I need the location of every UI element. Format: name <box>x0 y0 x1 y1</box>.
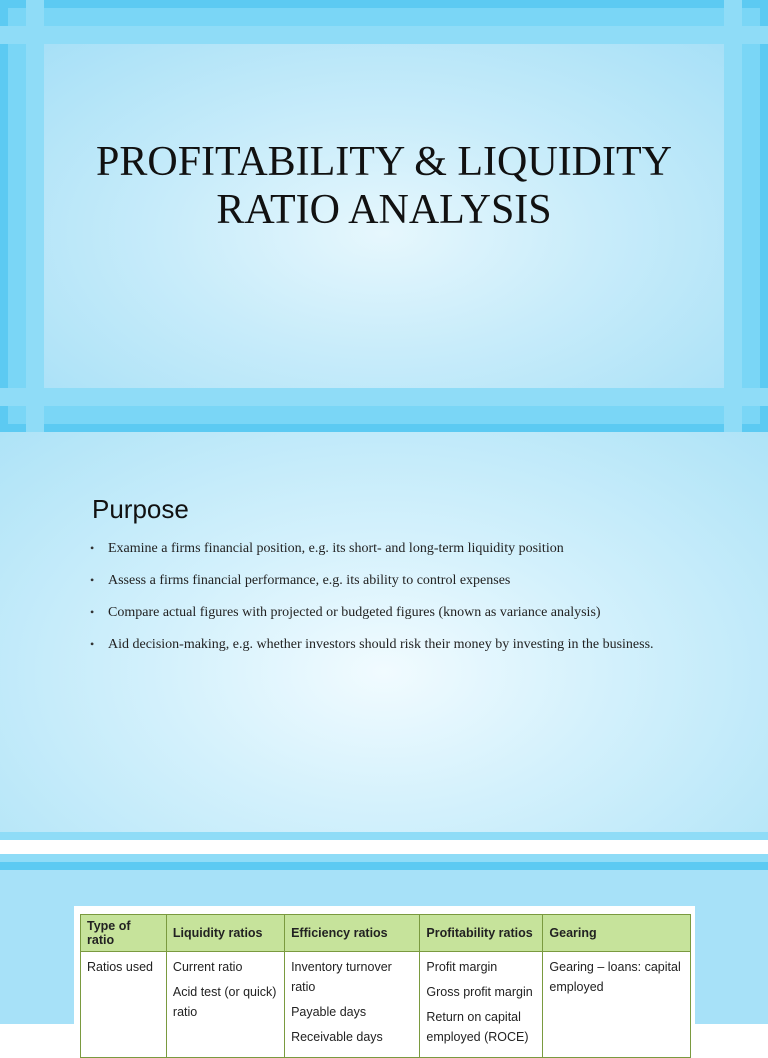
header-gearing: Gearing <box>543 915 691 952</box>
table-cell-item: Receivable days <box>291 1030 383 1044</box>
title-line-2: RATIO ANALYSIS <box>216 187 552 233</box>
bullet-text: Assess a firms financial performance, e.g. its ability to control expenses <box>108 573 511 588</box>
frame-band-bottom <box>0 388 768 406</box>
bullet-text: Aid decision-making, e.g. whether investors should risk their money by investing in the business. <box>108 637 654 652</box>
table-cell-item: Current ratio <box>172 960 243 974</box>
table-cell-item: Payable days <box>291 1005 367 1019</box>
ratio-types-table <box>80 914 691 1058</box>
list-item <box>88 572 678 589</box>
bullet-dot: • <box>90 605 95 619</box>
slide-gap <box>0 840 768 854</box>
table-cell-item: Profit margin <box>426 960 498 974</box>
frame-band-top <box>0 26 768 44</box>
header-profitability-ratios: Profitability ratios <box>420 915 543 952</box>
table-cell-item: Return on capital employed (ROCE) <box>426 1010 529 1044</box>
efficiency-cell <box>285 952 420 1058</box>
bullet-dot: • <box>90 541 95 555</box>
gearing-cell <box>543 952 691 1058</box>
table-header-row <box>81 915 691 952</box>
table-cell-item: Gearing – loans: capital employed <box>549 960 681 994</box>
table-cell-item: Inventory turnover ratio <box>291 960 392 994</box>
ratio-table-slide <box>0 862 768 1044</box>
table-cell-item: Acid test (or quick) ratio <box>172 985 277 1019</box>
list-item <box>88 604 678 621</box>
title-slide <box>0 0 768 432</box>
liquidity-cell <box>166 952 284 1058</box>
header-type-of-ratio: Type of ratio <box>81 915 167 952</box>
row-label-cell <box>81 952 167 1058</box>
table-row <box>81 952 691 1058</box>
table-image <box>74 906 695 1046</box>
purpose-heading: Purpose <box>92 494 189 524</box>
frame-band-top <box>0 862 768 870</box>
list-item <box>88 540 678 557</box>
title-line-1: PROFITABILITY & LIQUIDITY <box>95 139 672 185</box>
bullet-text: Examine a firms financial position, e.g. its short- and long-term liquidity position <box>108 541 564 556</box>
slide-title <box>0 138 768 234</box>
list-item <box>88 636 678 653</box>
bullet-dot: • <box>90 573 95 587</box>
purpose-bullet-list <box>88 540 678 668</box>
table-cell-item: Gross profit margin <box>426 985 533 999</box>
purpose-slide <box>0 432 768 832</box>
header-efficiency-ratios: Efficiency ratios <box>285 915 420 952</box>
profitability-cell <box>420 952 543 1058</box>
row-label: Ratios used <box>87 960 154 974</box>
bullet-text: Compare actual figures with projected or budgeted figures (known as variance analysis) <box>108 605 601 620</box>
header-liquidity-ratios: Liquidity ratios <box>166 915 284 952</box>
bullet-dot: • <box>90 637 95 651</box>
